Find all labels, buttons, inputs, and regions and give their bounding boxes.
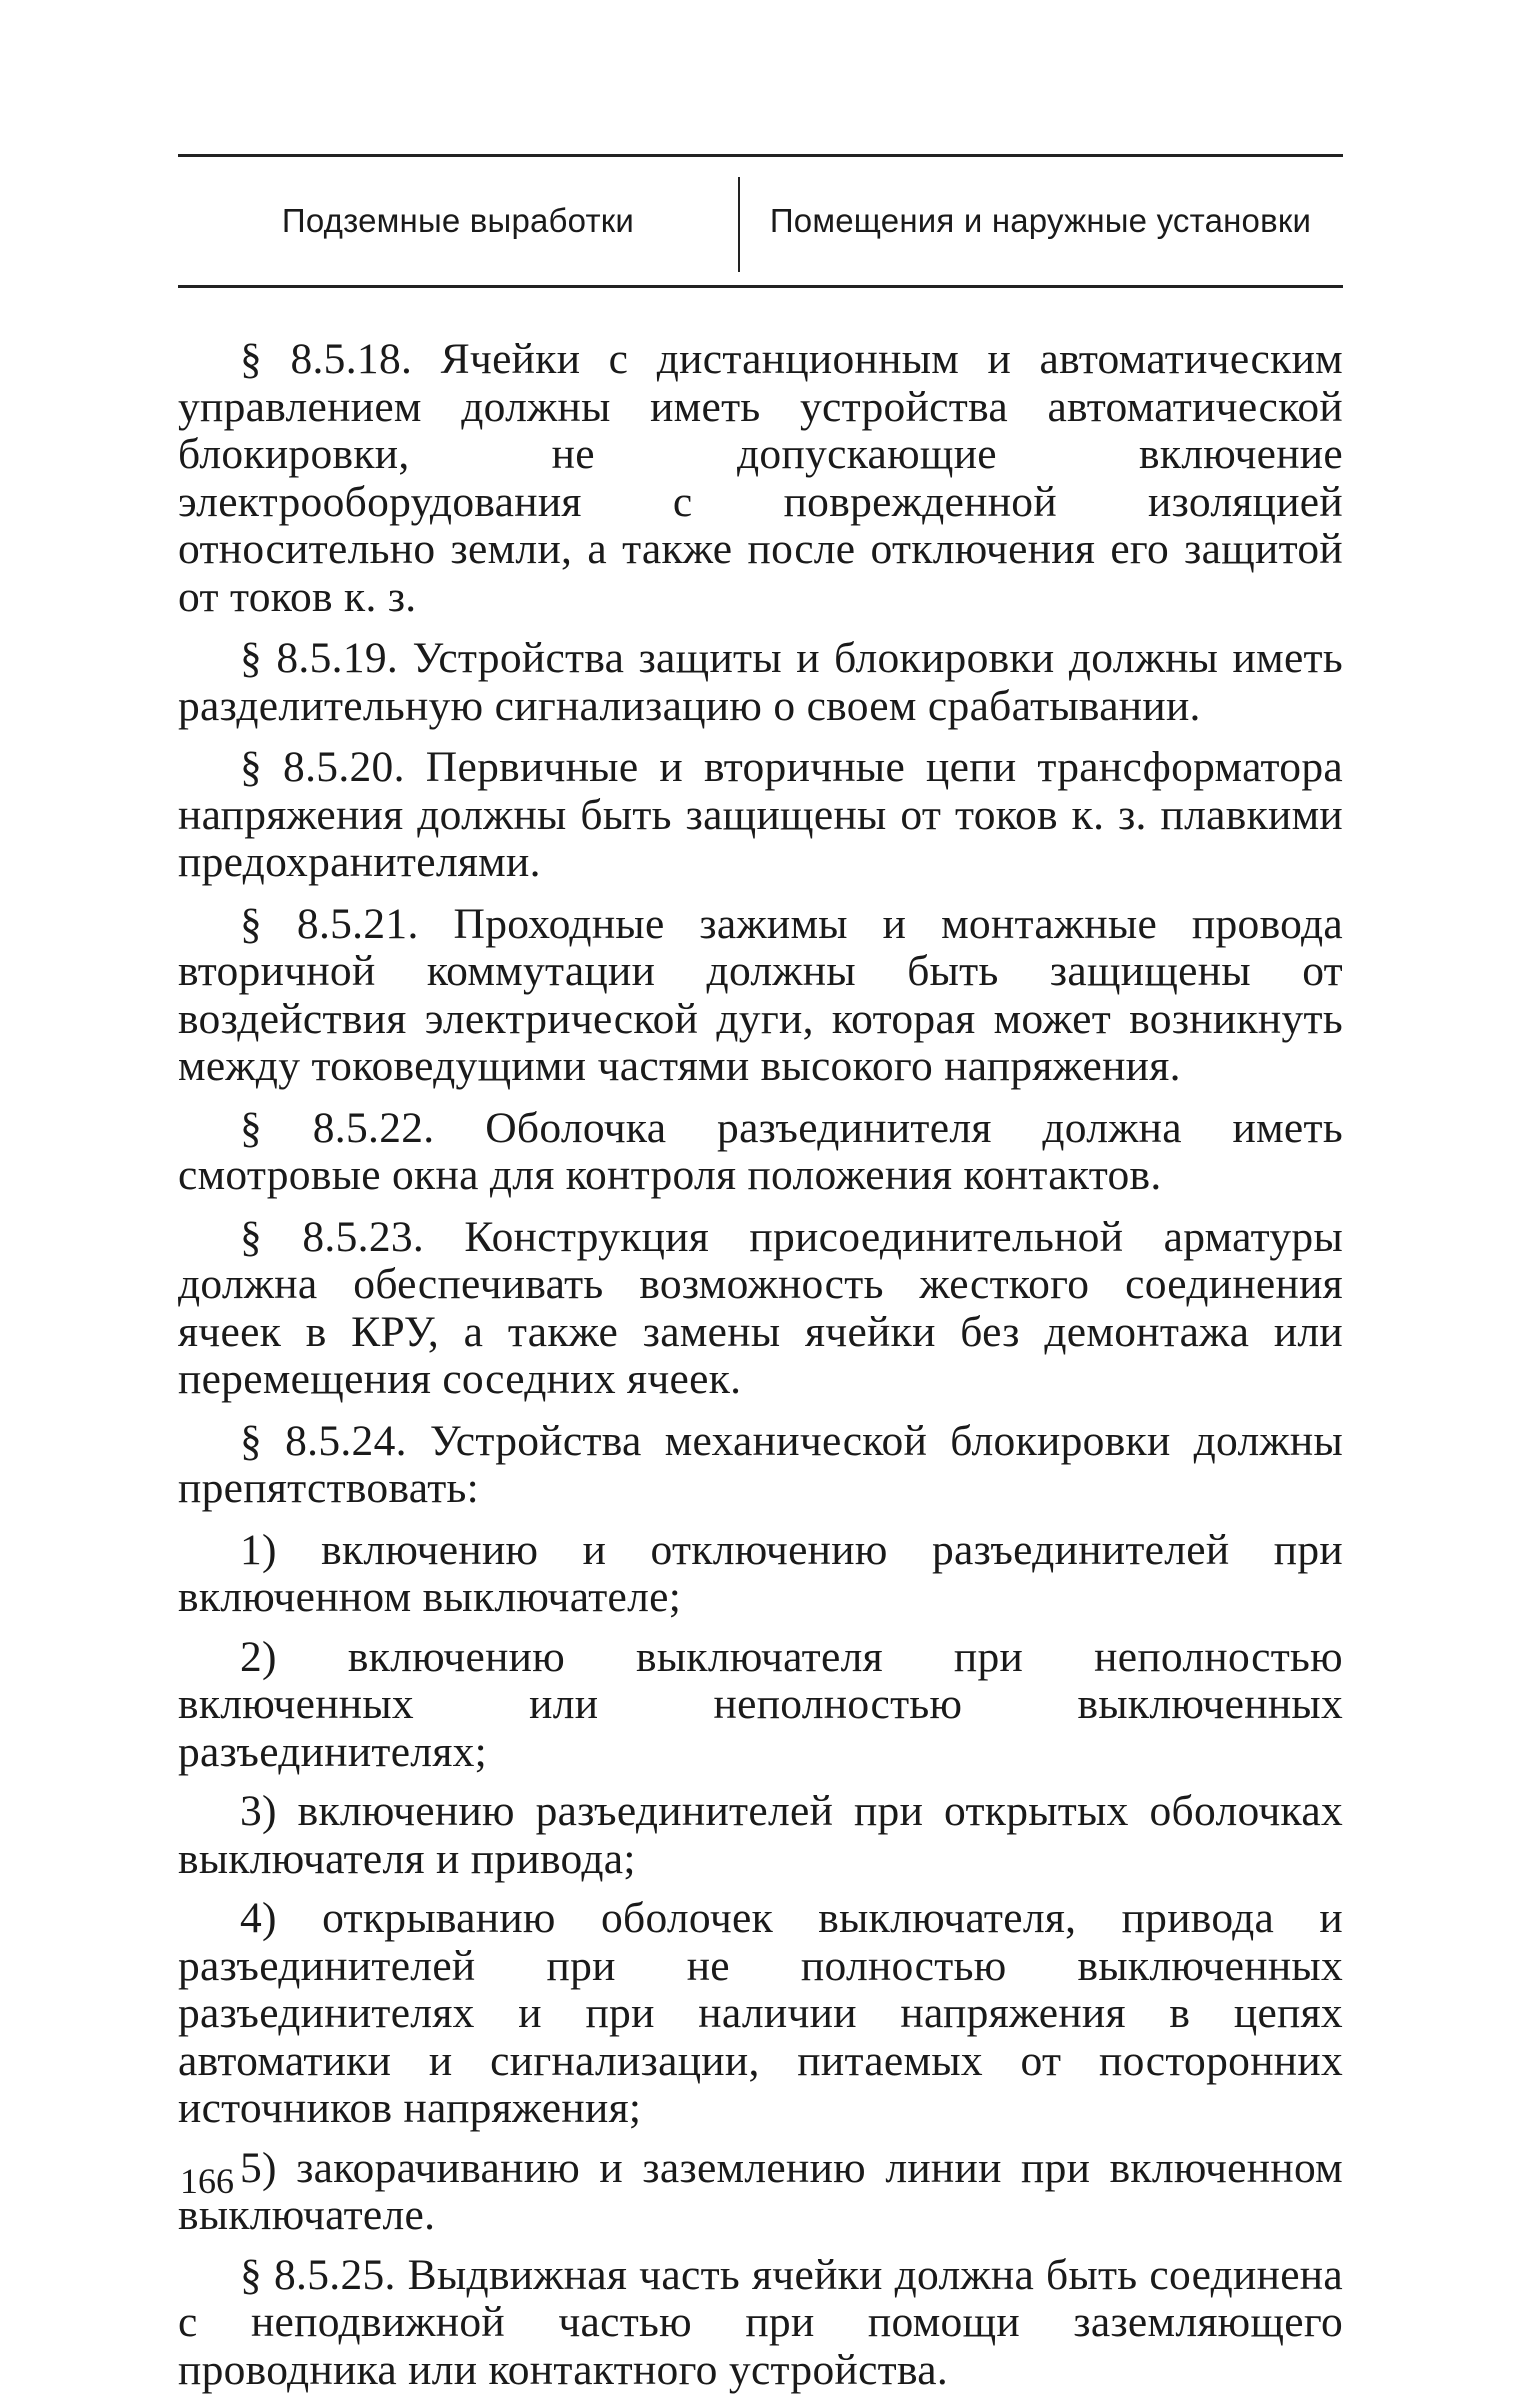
running-header-table [178,154,1343,288]
paragraph-8-5-25: § 8.5.25. Выдвижная часть ячейки должна быть соединена с неподвижной частью при помощи заземляющего проводника или контактного устройства. [178,2250,1343,2394]
list-item-4: 4) открыванию оболочек выключателя, привода и разъединителей при не полностью выключенных разъединителях и при наличии напряжения в цепях автоматики и сигнализации, питаемых от посторонних источников напряжения; [178,1894,1343,2132]
paragraph-8-5-20: § 8.5.20. Первичные и вторичные цепи трансформатора напряжения должны быть защищены от токов к. з. плавкими предохранителями. [178,743,1343,886]
list-item-5: 5) закорачиванию и заземлению линии при включенном выключателе. [178,2143,1343,2239]
paragraph-8-5-18: § 8.5.18. Ячейки с дистанционным и автоматическим управлением должны иметь устройства автоматической блокировки, не допускающие включение электрооборудования с поврежденной изоляцией относительно земли, а также после отключения его защитой от токов к. з. [178,335,1343,621]
header-left-column: Подземные выработки [281,202,635,239]
list-item-1: 1) включению и отключению разъединителей при включенном выключателе; [178,1525,1343,1621]
list-item-2: 2) включению выключателя при неполностью включенных или неполностью выключенных разъединителях; [178,1632,1343,1776]
header-right-column: Помещения и наружные установки [769,202,1312,239]
paragraph-8-5-24: § 8.5.24. Устройства механической блокировки должны препятствовать: [178,1416,1343,1512]
paragraph-8-5-21: § 8.5.21. Проходные зажимы и монтажные провода вторичной коммутации должны быть защищены от воздействия электрической дуги, которая может возникнуть между токоведущими частями высокого напряжения. [178,899,1343,1090]
document-page [178,150,1343,2408]
header-column-divider [738,177,740,272]
paragraph-8-5-23: § 8.5.23. Конструкция присоединительной арматуры должна обеспечивать возможность жесткого соединения ячеек в КРУ, а также замены ячейки без демонтажа или перемещения соседних ячеек. [178,1212,1343,1403]
paragraph-8-5-22: § 8.5.22. Оболочка разъединителя должна иметь смотровые окна для контроля положения контактов. [178,1103,1343,1199]
page-number: 166 [180,2161,234,2201]
body-text [178,336,1343,2394]
paragraph-8-5-19: § 8.5.19. Устройства защиты и блокировки должны иметь разделительную сигнализацию о своем срабатывании. [178,634,1343,730]
list-item-3: 3) включению разъединителей при открытых оболочках выключателя и привода; [178,1787,1343,1883]
